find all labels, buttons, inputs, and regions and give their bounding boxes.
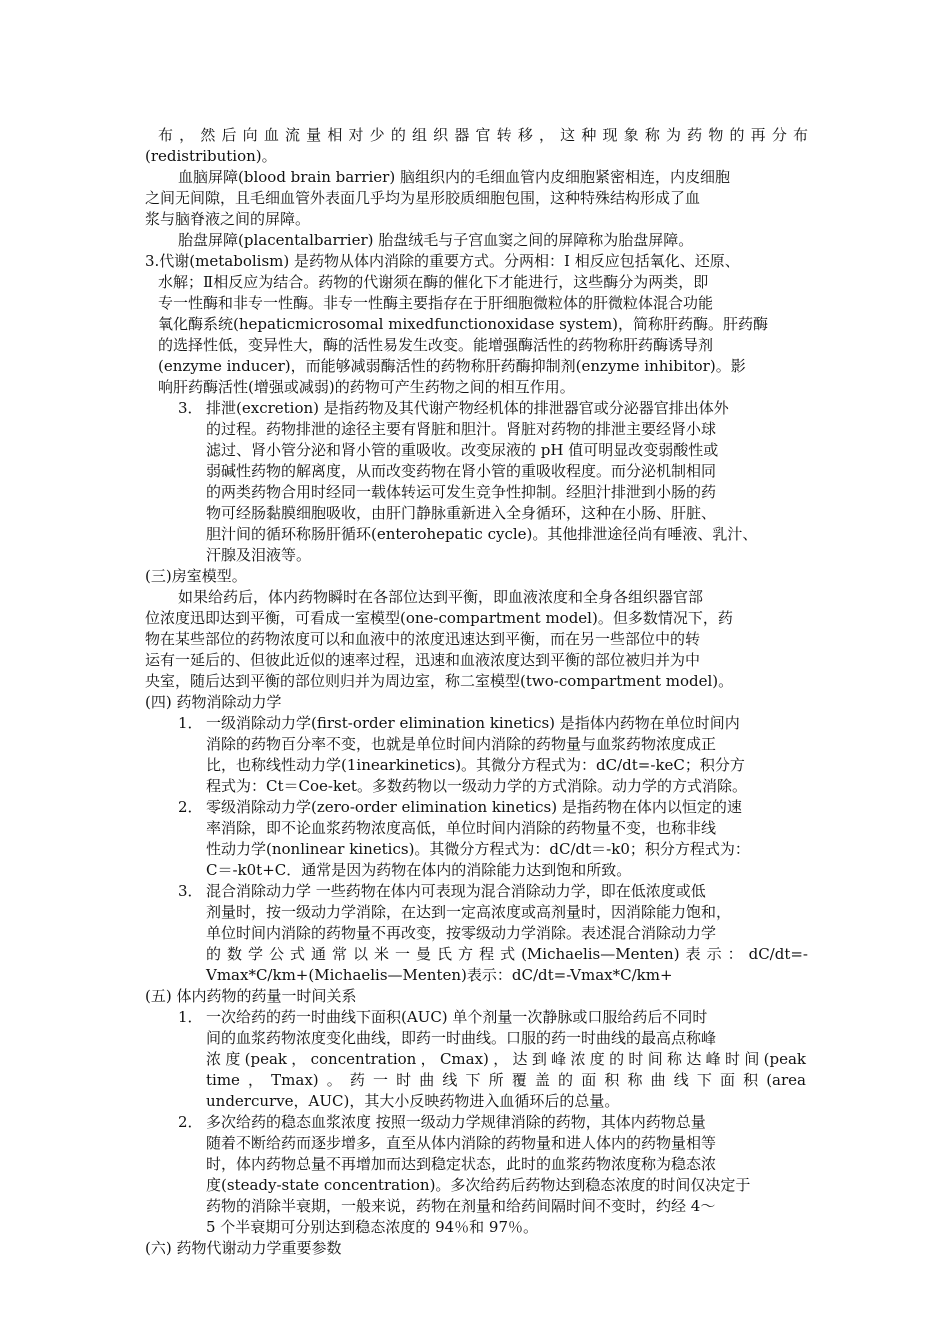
- list-number: 1．: [178, 1008, 203, 1026]
- text-line: 一次给药的药一时曲线下面积(AUC) 单个剂量一次静脉或口服给药后不同时: [206, 1008, 708, 1026]
- text-line: 氧化酶系统(hepaticmicrosomal mixedfunctionoxidase system)，简称肝药酶。肝药酶: [158, 315, 769, 333]
- text-line: 央室，随后达到平衡的部位则归并为周边室，称二室模型(two-compartment model)。: [145, 672, 734, 690]
- text-line: 胎盘屏障(placentalbarrier) 胎盘绒毛与子宫血窦之间的屏障称为胎盘屏障。: [178, 231, 694, 249]
- text-line: 药物的消除半衰期，一般来说，药物在剂量和给药间隔时间不变时，约经 4～: [206, 1197, 716, 1215]
- text-line: 间的血浆药物浓度变化曲线，即药一时曲线。口服的药一时曲线的最高点称峰: [206, 1029, 717, 1047]
- text-line: 混合消除动力学 一些药物在体内可表现为混合消除动力学，即在低浓度或低: [206, 882, 706, 900]
- list-number: 2．: [178, 798, 203, 816]
- text-line: (enzyme inducer)，而能够减弱酶活性的药物称肝药酶抑制剂(enzyme inhibitor)。影: [158, 357, 746, 375]
- text-line: 3.代谢(metabolism) 是药物从体内消除的重要方式。分两相：I 相反应包括氧化、还原、: [145, 252, 740, 270]
- text-line: 比，也称线性动力学(1inearkinetics)。其微分方程式为：dC/dt=-keC；积分方: [206, 756, 745, 774]
- text-line: 滤过、肾小管分泌和肾小管的重吸收。改变尿液的 pH 值可明显改变弱酸性或: [206, 441, 719, 459]
- text-line: 单位时间内消除的药物量不再改变，按零级动力学消除。表述混合消除动力学: [206, 924, 717, 942]
- text-line: 多次给药的稳态血浆浓度 按照一级动力学规律消除的药物，其体内药物总量: [206, 1113, 706, 1131]
- text-line: time，Tmax)。药一时曲线下所覆盖的面积称曲线下面积(area: [206, 1071, 806, 1089]
- text-line: 度(steady-state concentration)。多次给药后药物达到稳态浓度的时间仅决定于: [206, 1176, 751, 1194]
- text-line: 如果给药后，体内药物瞬时在各部位达到平衡，即血液浓度和全身各组织器官部: [178, 588, 704, 606]
- text-line: 随着不断给药而逐步增多，直至从体内消除的药物量和进人体内的药物量相等: [206, 1134, 717, 1152]
- list-number: 1．: [178, 714, 203, 732]
- text-line: 之间无间隙，且毛细血管外表面几乎均为星形胶质细胞包围，这种特殊结构形成了血: [145, 189, 701, 207]
- section-heading: (四) 药物消除动力学: [145, 693, 282, 711]
- text-line: (redistribution)。: [145, 147, 277, 165]
- text-line: 汗腺及泪液等。: [206, 546, 312, 564]
- list-number: 3．: [178, 882, 203, 900]
- text-line: 物可经肠黏膜细胞吸收，由肝门静脉重新进入全身循环，这种在小肠、肝脏、: [206, 504, 717, 522]
- text-line: 时，体内药物总量不再增加而达到稳定状态，此时的血浆药物浓度称为稳态浓: [206, 1155, 717, 1173]
- text-line: 程式为：Ct＝Coe-ket。多数药物以一级动力学的方式消除。动力学的方式消除。: [206, 777, 747, 795]
- text-line: 响肝药酶活性(增强或减弱)的药物可产生药物之间的相互作用。: [158, 378, 575, 396]
- section-heading: (五) 体内药物的药量一时间关系: [145, 987, 357, 1005]
- text-line: undercurve，AUC)，其大小反映药物进入血循环后的总量。: [206, 1092, 620, 1110]
- list-number: 3．: [178, 399, 203, 417]
- text-line: 率消除，即不论血浆药物浓度高低，单位时间内消除的药物量不变，也称非线: [206, 819, 717, 837]
- text-line: 专一性酶和非专一性酶。非专一性酶主要指存在于肝细胞微粒体的肝微粒体混合功能: [158, 294, 714, 312]
- text-line: Vmax*C/km+(Michaelis—Menten)表示：dC/dt=-Vmax*C/km+: [206, 966, 673, 984]
- text-line: 的两类药物合用时经同一载体转运可发生竞争性抑制。经胆汁排泄到小肠的药: [206, 483, 717, 501]
- text-line: 位浓度迅即达到平衡，可看成一室模型(one-compartment model)。但多数情况下，药: [145, 609, 733, 627]
- text-line: C＝-k0t+C．通常是因为药物在体内的消除能力达到饱和所致。: [206, 861, 632, 879]
- text-line: 运有一延后的、但彼此近似的速率过程，迅速和血液浓度达到平衡的部位被归并为中: [145, 651, 701, 669]
- text-line: 一级消除动力学(first-order elimination kinetics) 是指体内药物在单位时间内: [206, 714, 740, 732]
- text-line: 排泄(excretion) 是指药物及其代谢产物经机体的排泄器官或分泌器官排出体外: [206, 399, 729, 417]
- text-line: 的数学公式通常以米一曼氏方程式(Michaelis—Menten)表示：dC/dt=-: [206, 945, 808, 963]
- text-line: 水解；Ⅱ相反应为结合。药物的代谢须在酶的催化下才能进行，这些酶分为两类，即: [158, 273, 709, 291]
- text-line: 的过程。药物排泄的途径主要有肾脏和胆汁。肾脏对药物的排泄主要经肾小球: [206, 420, 717, 438]
- text-line: 物在某些部位的药物浓度可以和血液中的浓度迅速达到平衡，而在另一些部位中的转: [145, 630, 701, 648]
- text-line: 浆与脑脊液之间的屏障。: [145, 210, 311, 228]
- text-line: 弱碱性药物的解离度，从而改变药物在肾小管的重吸收程度。而分泌机制相同: [206, 462, 717, 480]
- text-line: 胆汁间的循环称肠肝循环(enterohepatic cycle)。其他排泄途径尚有唾液、乳汁、: [206, 525, 758, 543]
- text-line: 布，然后向血流量相对少的组织器官转移，这种现象称为药物的再分布: [158, 126, 808, 144]
- text-line: 5 个半衰期可分别达到稳态浓度的 94％和 97％。: [206, 1218, 539, 1236]
- text-line: 剂量时，按一级动力学消除，在达到一定高浓度或高剂量时，因消除能力饱和，: [206, 903, 732, 921]
- text-line: 零级消除动力学(zero-order elimination kinetics) 是指药物在体内以恒定的速: [206, 798, 742, 816]
- text-line: 浓度(peak，concentration，Cmax)，达到峰浓度的时间称达峰时间(peak: [206, 1050, 806, 1068]
- text-line: 血脑屏障(blood brain barrier) 脑组织内的毛细血管内皮细胞紧密相连，内皮细胞: [178, 168, 730, 186]
- text-line: 性动力学(nonlinear kinetics)。其微分方程式为：dC/dt＝-k0；积分方程式为：: [206, 840, 750, 858]
- section-heading: (三)房室模型。: [145, 567, 247, 585]
- text-line: 的选择性低，变异性大，酶的活性易发生改变。能增强酶活性的药物称肝药酶诱导剂: [158, 336, 714, 354]
- list-number: 2．: [178, 1113, 203, 1131]
- section-heading: (六) 药物代谢动力学重要参数: [145, 1239, 342, 1257]
- text-line: 消除的药物百分率不变，也就是单位时间内消除的药物量与血浆药物浓度成正: [206, 735, 717, 753]
